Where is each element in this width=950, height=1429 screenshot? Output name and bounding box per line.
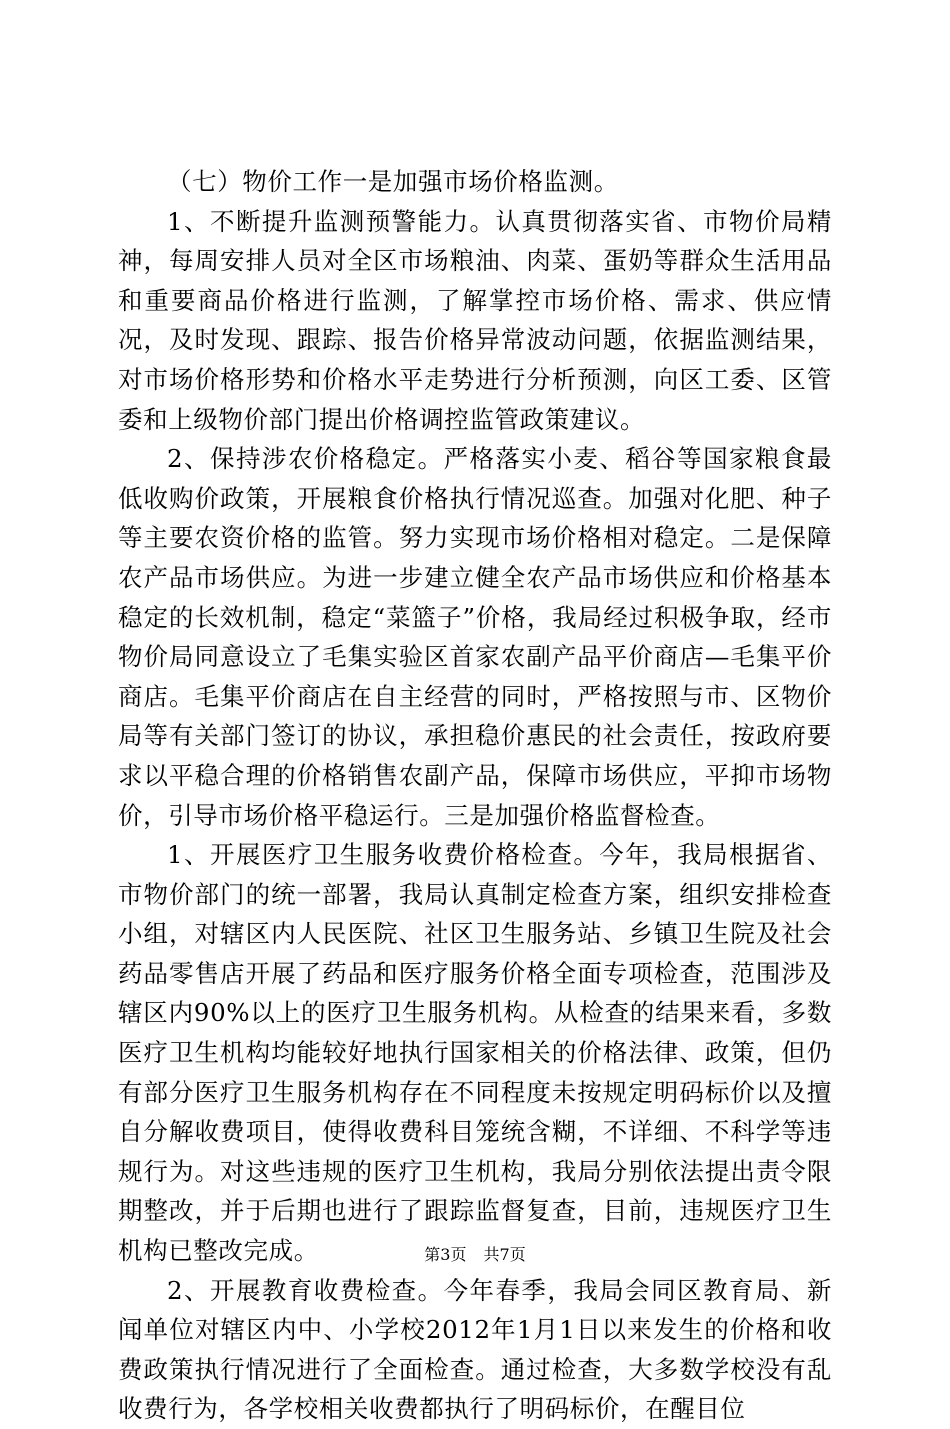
paragraph-medical-inspection: 1、开展医疗卫生服务收费价格检查。今年，我局根据省、市物价部门的统一部署，我局认真制定检查方案，组织安排检查小组，对辖区内人民医院、社区卫生服务站、乡镇卫生院及社会药品零售店开展了药品和医疗服务价格全面专项检查，范围涉及辖区内90%以上的医疗卫生服务机构。从检查的结果来看，多数医疗卫生机构均能较好地执行国家相关的价格法律、政策，但仍有部分医疗卫生服务机构存在不同程度未按规定明码标价以及擅自分解收费项目，使得收费科目笼统含糊，不详细、不科学等违规行为。对这些违规的医疗卫生机构，我局分别依法提出责令限期整改，并于后期也进行了跟踪监督复查，目前，违规医疗卫生机构已整改完成。	[118, 840, 832, 1266]
page-number-total: 共7页	[483, 1245, 526, 1264]
paragraph-section-heading: （七）物价工作一是加强市场价格监测。	[167, 167, 619, 196]
page-number-current: 第3页	[424, 1245, 467, 1264]
document-body	[118, 162, 832, 1429]
page-footer	[0, 1245, 950, 1265]
paragraph-education-inspection: 2、开展教育收费检查。今年春季，我局会同区教育局、新闻单位对辖区内中、小学校2012年1月1日以来发生的价格和收费政策执行情况进行了全面检查。通过检查，大多数学校没有乱收费行为，各学校相关收费都执行了明码标价，在醒目位	[118, 1275, 832, 1424]
paragraph-monitoring: 1、不断提升监测预警能力。认真贯彻落实省、市物价局精神，每周安排人员对全区市场粮油、肉菜、蛋奶等群众生活用品和重要商品价格进行监测，了解掌控市场价格、需求、供应情况，及时发现、跟踪、报告价格异常波动问题，依据监测结果，对市场价格形势和价格水平走势进行分析预测，向区工委、区管委和上级物价部门提出价格调控监管政策建议。	[118, 206, 832, 434]
paragraph-agricultural-prices: 2、保持涉农价格稳定。严格落实小麦、稻谷等国家粮食最低收购价政策，开展粮食价格执行情况巡查。加强对化肥、种子等主要农资价格的监管。努力实现市场价格相对稳定。二是保障农产品市场供应。为进一步建立健全农产品市场供应和价格基本稳定的长效机制，稳定“菜篮子”价格，我局经过积极争取，经市物价局同意设立了毛集实验区首家农副产品平价商店—毛集平价商店。毛集平价商店在自主经营的同时，严格按照与市、区物价局等有关部门签订的协议，承担稳价惠民的社会责任，按政府要求以平稳合理的价格销售农副产品，保障市场供应，平抑市场物价，引导市场价格平稳运行。三是加强价格监督检查。	[118, 444, 832, 830]
